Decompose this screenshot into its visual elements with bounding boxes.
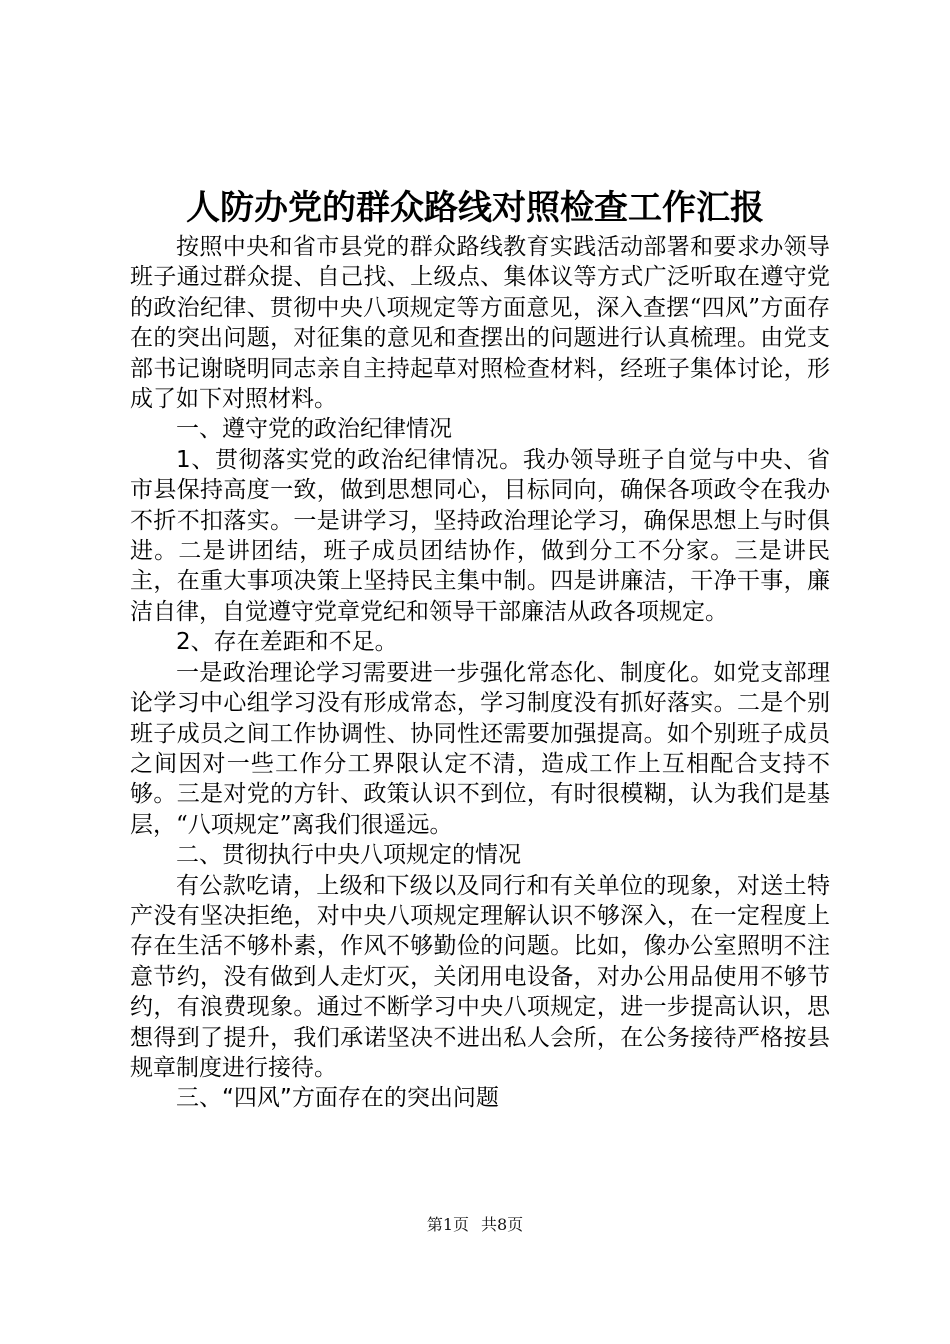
page-total: 共8页: [481, 1215, 524, 1234]
section-2-paragraph: 有公款吃请，上级和下级以及同行和有关单位的现象，对送土特产没有坚决拒绝，对中央八项规定理解认识不够深入，在一定程度上存在生活不够朴素，作风不够勤俭的问题。比如，像办公室照明不注意节约，没有做到人走灯灭，关闭用电设备，对办公用品使用不够节约，有浪费现象。通过不断学习中央八项规定，进一步提高认识，思想得到了提升，我们承诺坚决不进出私人会所，在公务接待严格按县规章制度进行接待。: [130, 872, 830, 1081]
section-1-item-1-lead: 1、贯彻落实党的政治纪律情况。: [176, 446, 523, 473]
section-1-item-1-text: 我办领导班子自觉与中央、省市县保持高度一致，做到思想同心，目标同向，确保各项政令在我办不折不扣落实。一是讲学习，坚持政治理论学习，确保思想上与时俱进。二是讲团结，班子成员团结协作，做到分工不分家。三是讲民主，在重大事项决策上坚持民主集中制。四是讲廉洁，干净干事，廉洁自律，自觉遵守党章党纪和领导干部廉洁从政各项规定。: [130, 446, 831, 625]
document-body: [130, 232, 830, 1114]
page-number: 第1页: [426, 1215, 469, 1234]
section-1-heading: 一、遵守党的政治纪律情况: [176, 416, 452, 443]
page-title: 人防办党的群众路线对照检查工作汇报: [186, 188, 764, 228]
section-1-item-1-paragraph: [130, 445, 830, 627]
section-3-heading: 三、“四风”方面存在的突出问题: [176, 1085, 499, 1112]
section-1-item-2-heading: 2、存在差距和不足。: [176, 629, 398, 656]
section-2-heading: 二、贯彻执行中央八项规定的情况: [176, 842, 521, 869]
intro-paragraph: 按照中央和省市县党的群众路线教育实践活动部署和要求办领导班子通过群众提、自己找、上级点、集体议等方式广泛听取在遵守党的政治纪律、贯彻中央八项规定等方面意见，深入查摆“四风”方面存在的突出问题，对征集的意见和查摆出的问题进行认真梳理。由党支部书记谢晓明同志亲自主持起草对照检查材料，经班子集体讨论，形成了如下对照材料。: [130, 234, 830, 413]
section-1-item-2-paragraph: 一是政治理论学习需要进一步强化常态化、制度化。如党支部理论学习中心组学习没有形成常态，学习制度没有抓好落实。二是个别班子成员之间工作协调性、协同性还需要加强提高。如个别班子成员之间因对一些工作分工界限认定不清，造成工作上互相配合支持不够。三是对党的方针、政策认识不到位，有时很模糊，认为我们是基层，“八项规定”离我们很遥远。: [130, 659, 830, 838]
page-footer: [0, 1215, 950, 1235]
